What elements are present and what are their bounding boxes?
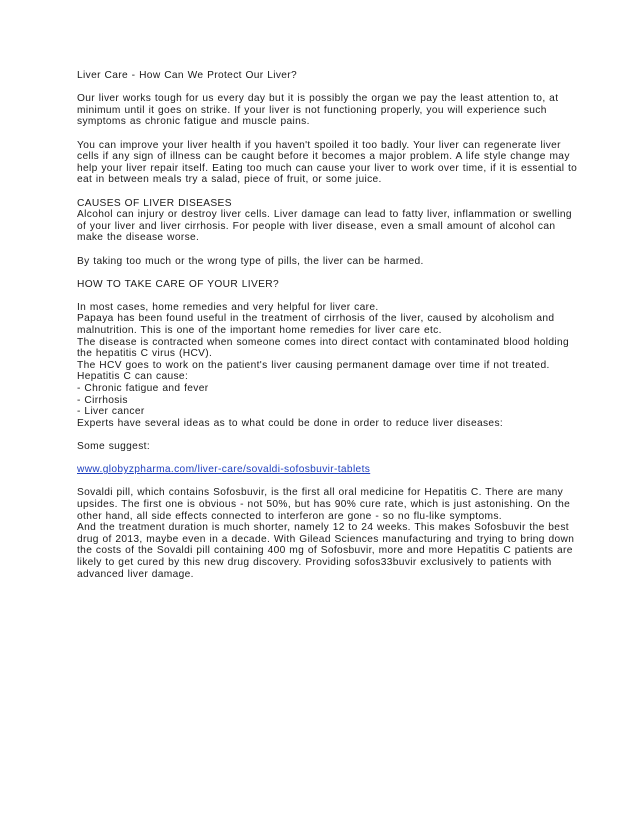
suggest-paragraph [77, 441, 565, 453]
text-line: likely to get cured by this new drug discovery. Providing sofos33buvir exclusively to patients with [77, 556, 552, 568]
intro-paragraph [77, 93, 565, 128]
document-title [77, 70, 565, 82]
text-line: cells if any sign of illness can be caught before it becomes a major problem. A life style change may [77, 151, 570, 163]
list-item: - Cirrhosis [77, 394, 128, 406]
text-line: malnutrition. This is one of the important home remedies for liver care etc. [77, 325, 442, 337]
text-line: the hepatitis C virus (HCV). [77, 348, 213, 360]
text-line: drug of 2013, maybe even in a decade. With Gilead Sciences manufacturing and trying to bring down [77, 533, 575, 545]
text-line: eat in between meals try a salad, piece of fruit, or some juice. [77, 174, 382, 186]
sovaldi-link[interactable]: www.globyzpharma.com/liver-care/sovaldi-sofosbuvir-tablets [77, 464, 371, 476]
text-line: other hand, all side effects connected to interferon are gone - so no flu-like symptoms. [77, 510, 502, 522]
pills-paragraph [77, 256, 565, 268]
howto-heading: HOW TO TAKE CARE OF YOUR LIVER? [77, 278, 279, 290]
document-page [77, 70, 578, 592]
text-line: help your liver repair itself. Eating too much can cause your liver to work over time, if it is essential to [77, 162, 578, 174]
text-line: You can improve your liver health if you haven't spoiled it too badly. Your liver can regenerate liver [77, 139, 561, 151]
text-line: And the treatment duration is much shorter, namely 12 to 24 weeks. This makes Sofosbuvir the best [77, 522, 569, 534]
remedies-section [77, 301, 570, 430]
text-line: Experts have several ideas as to what could be done in order to reduce liver diseases: [77, 417, 504, 429]
text-line: of your liver and liver cirrhosis. For people with liver disease, even a small amount of alcohol can [77, 220, 556, 232]
link-paragraph [77, 464, 565, 476]
improve-paragraph [77, 139, 578, 186]
text-line: the costs of the Sovaldi pill containing 400 mg of Sofosbuvir, more and more Hepatitis C patients are [77, 545, 573, 557]
causes-section [77, 197, 572, 244]
text-line: advanced liver damage. [77, 568, 194, 580]
title-line: Liver Care - How Can We Protect Our Liver? [77, 70, 298, 81]
howto-heading-paragraph [77, 279, 565, 291]
text-line: make the disease worse. [77, 232, 200, 244]
text-line: upsides. The first one is obvious - not 50%, but has 90% cure rate, which is just astonishing. On the [77, 498, 571, 510]
text-line: symptoms as chronic fatigue and muscle pains. [77, 116, 310, 128]
text-line: Hepatitis C can cause: [77, 371, 189, 383]
text-line: Papaya has been found useful in the treatment of cirrhosis of the liver, caused by alcoholism and [77, 313, 555, 325]
list-item: - Liver cancer [77, 406, 145, 418]
text-line: The disease is contracted when someone comes into direct contact with contaminated blood holding [77, 336, 570, 348]
text-line: By taking too much or the wrong type of pills, the liver can be harmed. [77, 255, 424, 267]
text-line: In most cases, home remedies and very helpful for liver care. [77, 301, 379, 313]
text-line: The HCV goes to work on the patient's liver causing permanent damage over time if not treated. [77, 359, 550, 371]
text-line: minimum until it goes on strike. If your liver is not functioning properly, you will experience such [77, 104, 547, 116]
sovaldi-paragraph [77, 487, 575, 580]
list-item: - Chronic fatigue and fever [77, 383, 209, 395]
text-line: Alcohol can injury or destroy liver cells. Liver damage can lead to fatty liver, inflammation or swelling [77, 209, 572, 221]
causes-heading: CAUSES OF LIVER DISEASES [77, 197, 232, 209]
text-line: Our liver works tough for us every day but it is possibly the organ we pay the least attention to, at [77, 93, 559, 105]
text-line: Sovaldi pill, which contains Sofosbuvir, is the first all oral medicine for Hepatitis C. There are many [77, 487, 564, 499]
text-line: Some suggest: [77, 441, 151, 452]
